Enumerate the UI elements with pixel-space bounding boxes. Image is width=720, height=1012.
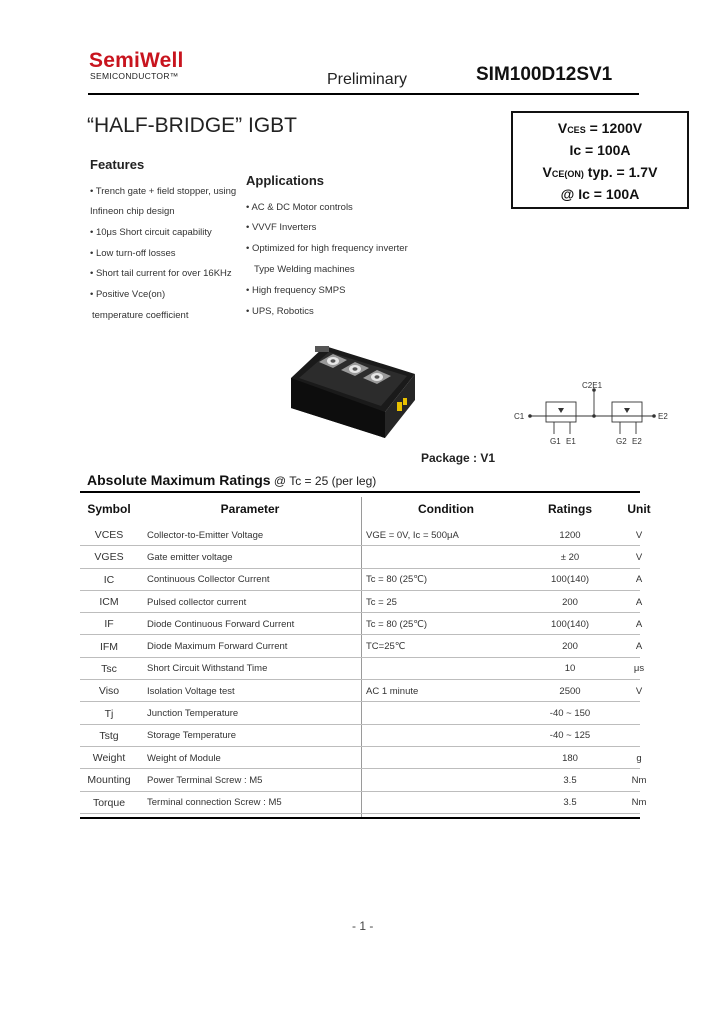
preliminary-label: Preliminary — [327, 71, 408, 88]
row-rating: ± 20 — [560, 551, 580, 563]
terminal-e2-aux: E2 — [632, 437, 642, 446]
header-parameter: Parameter — [220, 502, 280, 516]
brand-logo: SemiWell — [89, 49, 184, 72]
header-ratings: Ratings — [547, 502, 592, 516]
row-rating: 100(140) — [550, 618, 590, 630]
row-rating: 180 — [562, 752, 578, 764]
table-header-row — [80, 497, 651, 521]
table-row — [80, 658, 645, 680]
feature-item: • Trench gate + field stopper, using — [90, 186, 237, 197]
row-symbol: Tstg — [99, 729, 119, 742]
row-unit: μs — [633, 663, 645, 675]
feature-item: • Low turn-off losses — [90, 248, 176, 259]
row-unit: A — [635, 596, 643, 608]
terminal-e1: E1 — [566, 437, 576, 446]
row-condition: Tc = 25 — [366, 596, 397, 608]
spec-vces: VCES = 1200V — [557, 120, 643, 136]
row-symbol: IC — [103, 573, 115, 586]
row-symbol: Weight — [92, 752, 126, 765]
row-unit: V — [635, 529, 643, 541]
row-parameter: Diode Maximum Forward Current — [147, 641, 288, 653]
row-symbol: IFM — [99, 640, 119, 653]
row-unit: V — [635, 685, 643, 697]
row-symbol: VGES — [94, 551, 124, 564]
row-rating: 100(140) — [550, 574, 590, 586]
feature-item: Infineon chip design — [90, 206, 175, 217]
application-item: • UPS, Robotics — [246, 306, 314, 317]
row-parameter: Collector-to-Emitter Voltage — [147, 529, 264, 541]
row-parameter: Terminal connection Screw : M5 — [147, 797, 282, 809]
terminal-g2: G2 — [616, 437, 627, 446]
key-spec-box — [511, 111, 689, 209]
feature-item: temperature coefficient — [92, 310, 189, 321]
feature-item: • 10μs Short circuit capability — [90, 227, 212, 238]
row-rating: -40 ~ 125 — [549, 730, 591, 742]
row-unit: A — [635, 618, 643, 630]
terminal-c1: C1 — [514, 412, 525, 421]
row-parameter: Power Terminal Screw : M5 — [147, 774, 263, 786]
row-divider — [80, 813, 640, 814]
row-parameter: Storage Temperature — [147, 730, 237, 742]
terminal-e2: E2 — [658, 412, 668, 421]
row-condition — [366, 747, 516, 769]
ratings-rule — [80, 491, 640, 493]
row-condition: TC=25℃ — [366, 641, 406, 653]
row-rating: 3.5 — [563, 774, 577, 786]
row-unit: Nm — [631, 774, 647, 786]
row-unit: Nm — [631, 797, 647, 809]
package-label: Package : V1 — [421, 451, 496, 465]
row-parameter: Diode Continuous Forward Current — [147, 618, 295, 630]
table-row — [80, 702, 640, 724]
part-number: SIM100D12SV1 — [476, 64, 613, 85]
half-bridge-circuit-diagram — [512, 378, 672, 450]
row-rating: 3.5 — [563, 797, 577, 809]
row-parameter: Weight of Module — [147, 752, 221, 764]
row-parameter: Junction Temperature — [147, 708, 239, 720]
row-unit — [614, 702, 664, 724]
header-symbol: Symbol — [87, 502, 131, 516]
row-rating: 200 — [562, 641, 578, 653]
row-rating: 200 — [562, 596, 578, 608]
table-bottom-rule — [80, 817, 640, 819]
row-symbol: Viso — [98, 685, 120, 698]
row-parameter: Short Circuit Withstand Time — [147, 663, 268, 675]
spec-vce-on: VCE(ON) typ. = 1.7V — [542, 164, 658, 180]
page-number: - 1 - — [352, 919, 374, 933]
document-title: “HALF-BRIDGE” IGBT — [87, 114, 298, 137]
table-row — [80, 569, 643, 591]
header-condition: Condition — [418, 502, 474, 516]
row-parameter: Gate emitter voltage — [147, 551, 233, 563]
row-condition: AC 1 minute — [366, 685, 419, 697]
row-condition — [366, 792, 516, 814]
spec-condition: @ Ic = 100A — [560, 186, 640, 202]
row-condition: Tc = 80 (25℃) — [366, 574, 428, 586]
application-item: • Optimized for high frequency inverter — [246, 243, 408, 254]
table-row — [80, 546, 643, 568]
brand-logo-subtitle: SEMICONDUCTOR™ — [90, 71, 179, 81]
row-rating: -40 ~ 150 — [549, 708, 591, 720]
row-unit: V — [635, 551, 643, 563]
row-unit: A — [635, 641, 643, 653]
row-parameter: Isolation Voltage test — [147, 685, 235, 697]
table-row — [80, 792, 647, 814]
row-condition — [366, 702, 516, 724]
row-condition — [366, 546, 516, 568]
igbt-module-image — [285, 340, 420, 440]
application-item: • AC & DC Motor controls — [246, 202, 353, 213]
table-row — [80, 725, 640, 747]
application-item: • High frequency SMPS — [246, 285, 346, 296]
feature-item: • Short tail current for over 16KHz — [90, 268, 232, 279]
row-symbol: VCES — [94, 529, 124, 542]
terminal-c2e1: C2E1 — [582, 381, 603, 390]
table-row — [80, 613, 643, 635]
row-symbol: Tj — [104, 707, 114, 720]
spec-ic: Ic = 100A — [569, 142, 631, 158]
header-unit: Unit — [627, 502, 651, 516]
row-parameter: Pulsed collector current — [147, 596, 247, 608]
row-rating: 1200 — [559, 529, 581, 541]
row-parameter: Continuous Collector Current — [147, 574, 270, 586]
table-row — [80, 680, 643, 702]
row-symbol: Mounting — [87, 774, 131, 787]
row-unit — [614, 725, 664, 747]
applications-heading: Applications — [246, 173, 325, 188]
row-unit: g — [636, 752, 642, 764]
feature-item: • Positive Vce(on) — [90, 289, 166, 300]
row-symbol: Torque — [92, 796, 126, 809]
application-item: • VVVF Inverters — [246, 222, 317, 233]
row-condition — [366, 725, 516, 747]
table-row — [80, 591, 643, 613]
row-condition — [366, 769, 516, 791]
features-heading: Features — [90, 157, 145, 172]
table-row — [80, 636, 643, 658]
table-row — [80, 747, 640, 769]
application-item: Type Welding machines — [254, 264, 355, 275]
row-condition: Tc = 80 (25℃) — [366, 618, 428, 630]
row-rating: 2500 — [559, 685, 581, 697]
row-unit: A — [635, 574, 643, 586]
ratings-heading: Absolute Maximum Ratings @ Tc = 25 (per leg) — [87, 472, 377, 488]
row-symbol: ICM — [99, 596, 119, 609]
row-symbol: IF — [104, 618, 114, 631]
row-condition — [366, 658, 516, 680]
table-row — [80, 524, 643, 546]
header-rule — [88, 93, 639, 95]
table-row — [80, 769, 647, 791]
row-rating: 10 — [564, 663, 576, 675]
row-condition: VGE = 0V, Ic = 500μA — [366, 529, 459, 541]
terminal-g1: G1 — [550, 437, 561, 446]
row-symbol: Tsc — [101, 662, 117, 675]
